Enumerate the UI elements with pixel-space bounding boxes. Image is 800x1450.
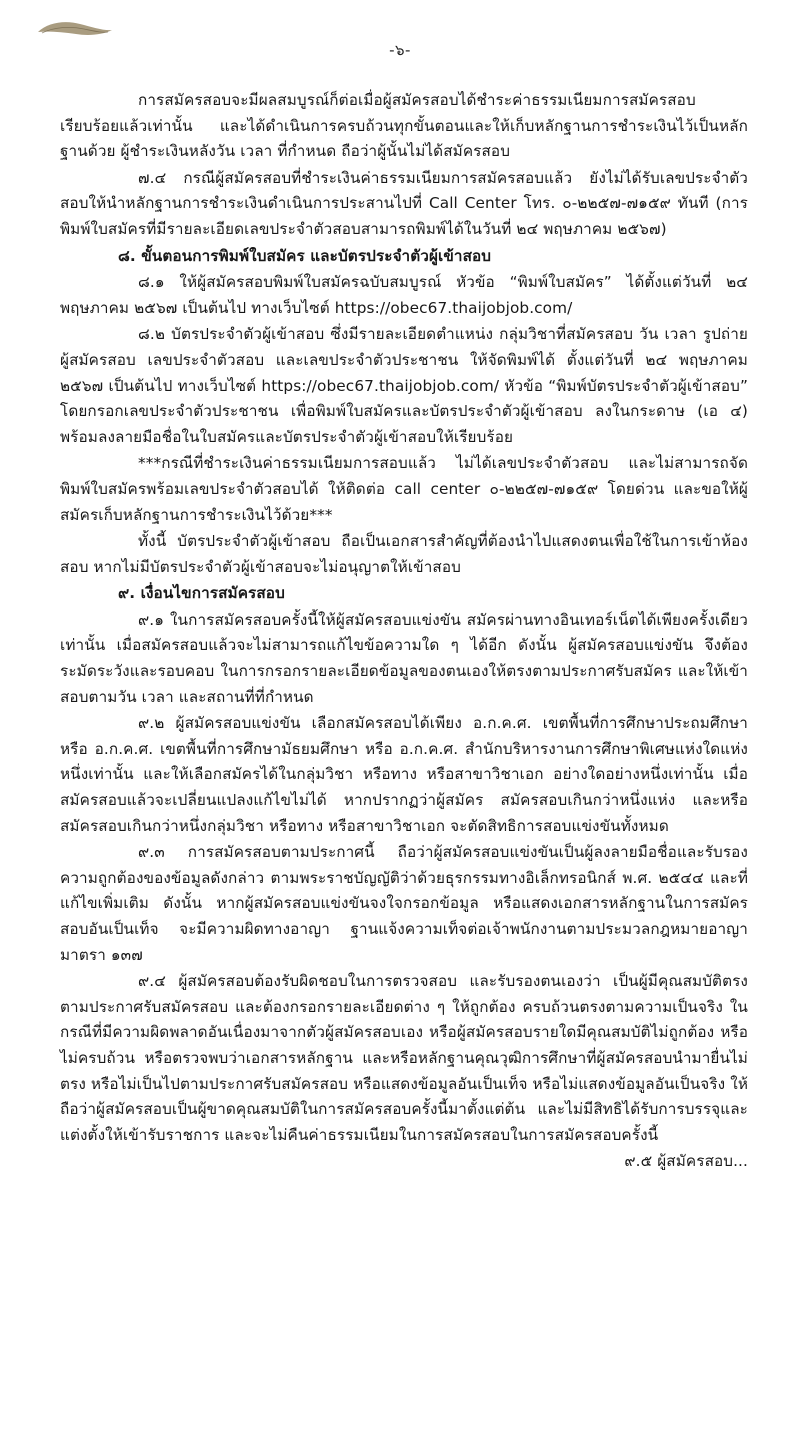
heading-section-8: ๘. ขั้นตอนการพิมพ์ใบสมัคร และบัตรประจำตัวผู้เข้าสอบ [118, 246, 492, 265]
paragraph-8-2: ๘.๒ บัตรประจำตัวผู้เข้าสอบ ซึ่งมีรายละเอียดตำแหน่ง กลุ่มวิชาที่สมัครสอบ วัน เวลา รูปถ่ายผู้สมัครสอบ เลขประจำตัวสอบ และเลขประจำตัวประชาชน ให้จัดพิมพ์ได้ ตั้งแต่วันที่ ๒๔ พฤษภาคม ๒๕๖๗ เป็นต้นไป ทางเว็บไซต์ https://obec67.thaijobjob.com/ หัวข้อ “พิมพ์บัตรประจำตัวผู้เข้าสอบ” โดยกรอกเลขประจำตัวประชาชน เพื่อพิมพ์ใบสมัครและบัตรประจำตัวผู้เข้าสอบ ลงในกระดาษ (เอ ๔) พร้อมลงลายมือชื่อในใบสมัครและบัตรประจำตัวผู้เข้าสอบให้เรียบร้อย [60, 325, 748, 446]
paragraph-8-1: ๘.๑ ให้ผู้สมัครสอบพิมพ์ใบสมัครฉบับสมบูรณ์ หัวข้อ “พิมพ์ใบสมัคร” ได้ตั้งแต่วันที่ ๒๔ พฤษภาคม ๒๕๖๗ เป็นต้นไป ทางเว็บไซต์ https://obec67.thaijobjob.com/ [60, 273, 748, 317]
paragraph-9-3: ๙.๓ การสมัครสอบตามประกาศนี้ ถือว่าผู้สมัครสอบแข่งขันเป็นผู้ลงลายมือชื่อและรับรองความถูกต้องของข้อมูลดังกล่าว ตามพระราชบัญญัติว่าด้วยธุรกรรมทางอิเล็กทรอนิกส์ พ.ศ. ๒๕๔๔ และที่แก้ไขเพิ่มเติม ดังนั้น หากผู้สมัครสอบแข่งขันจงใจกรอกข้อมูล หรือแสดงเอกสารหลักฐานในการสมัครสอบอันเป็นเท็จ จะมีความผิดทางอาญา ฐานแจ้งความเท็จต่อเจ้าพนักงานตามประมวลกฎหมายอาญา มาตรา ๑๓๗ [60, 843, 748, 964]
paragraph-7-4: ๗.๔ กรณีผู้สมัครสอบที่ชำระเงินค่าธรรมเนียมการสมัครสอบแล้ว ยังไม่ได้รับเลขประจำตัวสอบให้นำหลักฐานการชำระเงินดำเนินการประสานไปที่ Call Center โทร. ๐-๒๒๕๗-๗๑๕๙ ทันที (การพิมพ์ใบสมัครที่มีรายละเอียดเลขประจำตัวสอบสามารถพิมพ์ได้ในวันที่ ๒๔ พฤษภาคม ๒๕๖๗) [60, 168, 748, 238]
ink-smudge-icon [36, 18, 114, 40]
paragraph-9-4: ๙.๔ ผู้สมัครสอบต้องรับผิดชอบในการตรวจสอบ และรับรองตนเองว่า เป็นผู้มีคุณสมบัติตรงตามประกาศรับสมัครสอบ และต้องกรอกรายละเอียดต่าง ๆ ให้ถูกต้อง ครบถ้วนตรงตามความเป็นจริง ในกรณีที่มีความผิดพลาดอันเนื่องมาจากตัวผู้สมัครสอบเอง หรือผู้สมัครสอบรายใดมีคุณสมบัติไม่ถูกต้อง หรือไม่ครบถ้วน หรือตรวจพบว่าเอกสารหลักฐาน และหรือหลักฐานคุณวุฒิการศึกษาที่ผู้สมัครสอบนำมายื่นไม่ตรง หรือไม่เป็นไปตามประกาศรับสมัครสอบ หรือแสดงข้อมูลอันเป็นเท็จ หรือไม่แสดงข้อมูลอันเป็นจริง ให้ถือว่าผู้สมัครสอบเป็นผู้ขาดคุณสมบัติในการสมัครสอบครั้งนี้มาตั้งแต่ต้น และไม่มีสิทธิได้รับการบรรจุและแต่งตั้งให้เข้ารับราชการ และจะไม่คืนค่าธรรมเนียมในการสมัครสอบในการสมัครสอบครั้งนี้ [60, 972, 748, 1144]
heading-section-9: ๙. เงื่อนไขการสมัครสอบ [118, 584, 285, 603]
paragraph-note-asterisk: ***กรณีที่ชำระเงินค่าธรรมเนียมการสอบแล้ว ไม่ได้เลขประจำตัวสอบ และไม่สามารถจัดพิมพ์ใบสมัครพร้อมเลขประจำตัวสอบได้ ให้ติดต่อ call center ๐-๒๒๕๗-๗๑๕๙ โดยด่วน และขอให้ผู้สมัครเก็บหลักฐานการชำระเงินไว้ด้วย*** [60, 454, 748, 524]
catchword-next-page: ๙.๕ ผู้สมัครสอบ... [624, 1152, 748, 1171]
paragraph-exam-card-note: ทั้งนี้ บัตรประจำตัวผู้เข้าสอบ ถือเป็นเอกสารสำคัญที่ต้องนำไปแสดงตนเพื่อใช้ในการเข้าห้องสอบ หากไม่มีบัตรประจำตัวผู้เข้าสอบจะไม่อนุญาตให้เข้าสอบ [60, 532, 748, 576]
page-number: -๖- [389, 41, 411, 59]
paragraph-9-2: ๙.๒ ผู้สมัครสอบแข่งขัน เลือกสมัครสอบได้เพียง อ.ก.ค.ศ. เขตพื้นที่การศึกษาประถมศึกษา หรือ อ.ก.ค.ศ. เขตพื้นที่การศึกษามัธยมศึกษา หรือ อ.ก.ค.ศ. สำนักบริหารงานการศึกษาพิเศษแห่งใดแห่งหนึ่งเท่านั้น และให้เลือกสมัครได้ในกลุ่มวิชา หรือทาง หรือสาขาวิชาเอก อย่างใดอย่างหนึ่งเท่านั้น เมื่อสมัครสอบแล้วจะเปลี่ยนแปลงแก้ไขไม่ได้ หากปรากฏว่าผู้สมัคร สมัครสอบเกินกว่าหนึ่งแห่ง และหรือสมัครสอบเกินกว่าหนึ่งกลุ่มวิชา หรือทาง หรือสาขาวิชาเอก จะตัดสิทธิการสอบแข่งขันทั้งหมด [60, 714, 748, 835]
document-body [60, 88, 748, 1176]
paragraph-9-1: ๙.๑ ในการสมัครสอบครั้งนี้ให้ผู้สมัครสอบแข่งขัน สมัครผ่านทางอินเทอร์เน็ตได้เพียงครั้งเดียวเท่านั้น เมื่อสมัครสอบแล้วจะไม่สามารถแก้ไขข้อความใด ๆ ได้อีก ดังนั้น ผู้สมัครสอบแข่งขัน จึงต้องระมัดระวังและรอบคอบ ในการกรอกรายละเอียดข้อมูลของตนเองให้ตรงตามประกาศรับสมัคร และให้เข้าสอบตามวัน เวลา และสถานที่ที่กำหนด [60, 610, 748, 706]
paragraph-intro: การสมัครสอบจะมีผลสมบูรณ์ก็ต่อเมื่อผู้สมัครสอบได้ชำระค่าธรรมเนียมการสมัครสอบเรียบร้อยแล้วเท่านั้น และได้ดำเนินการครบถ้วนทุกขั้นตอนและให้เก็บหลักฐานการชำระเงินไว้เป็นหลักฐานด้วย ผู้ชำระเงินหลังวัน เวลา ที่กำหนด ถือว่าผู้นั้นไม่ได้สมัครสอบ [60, 91, 748, 161]
